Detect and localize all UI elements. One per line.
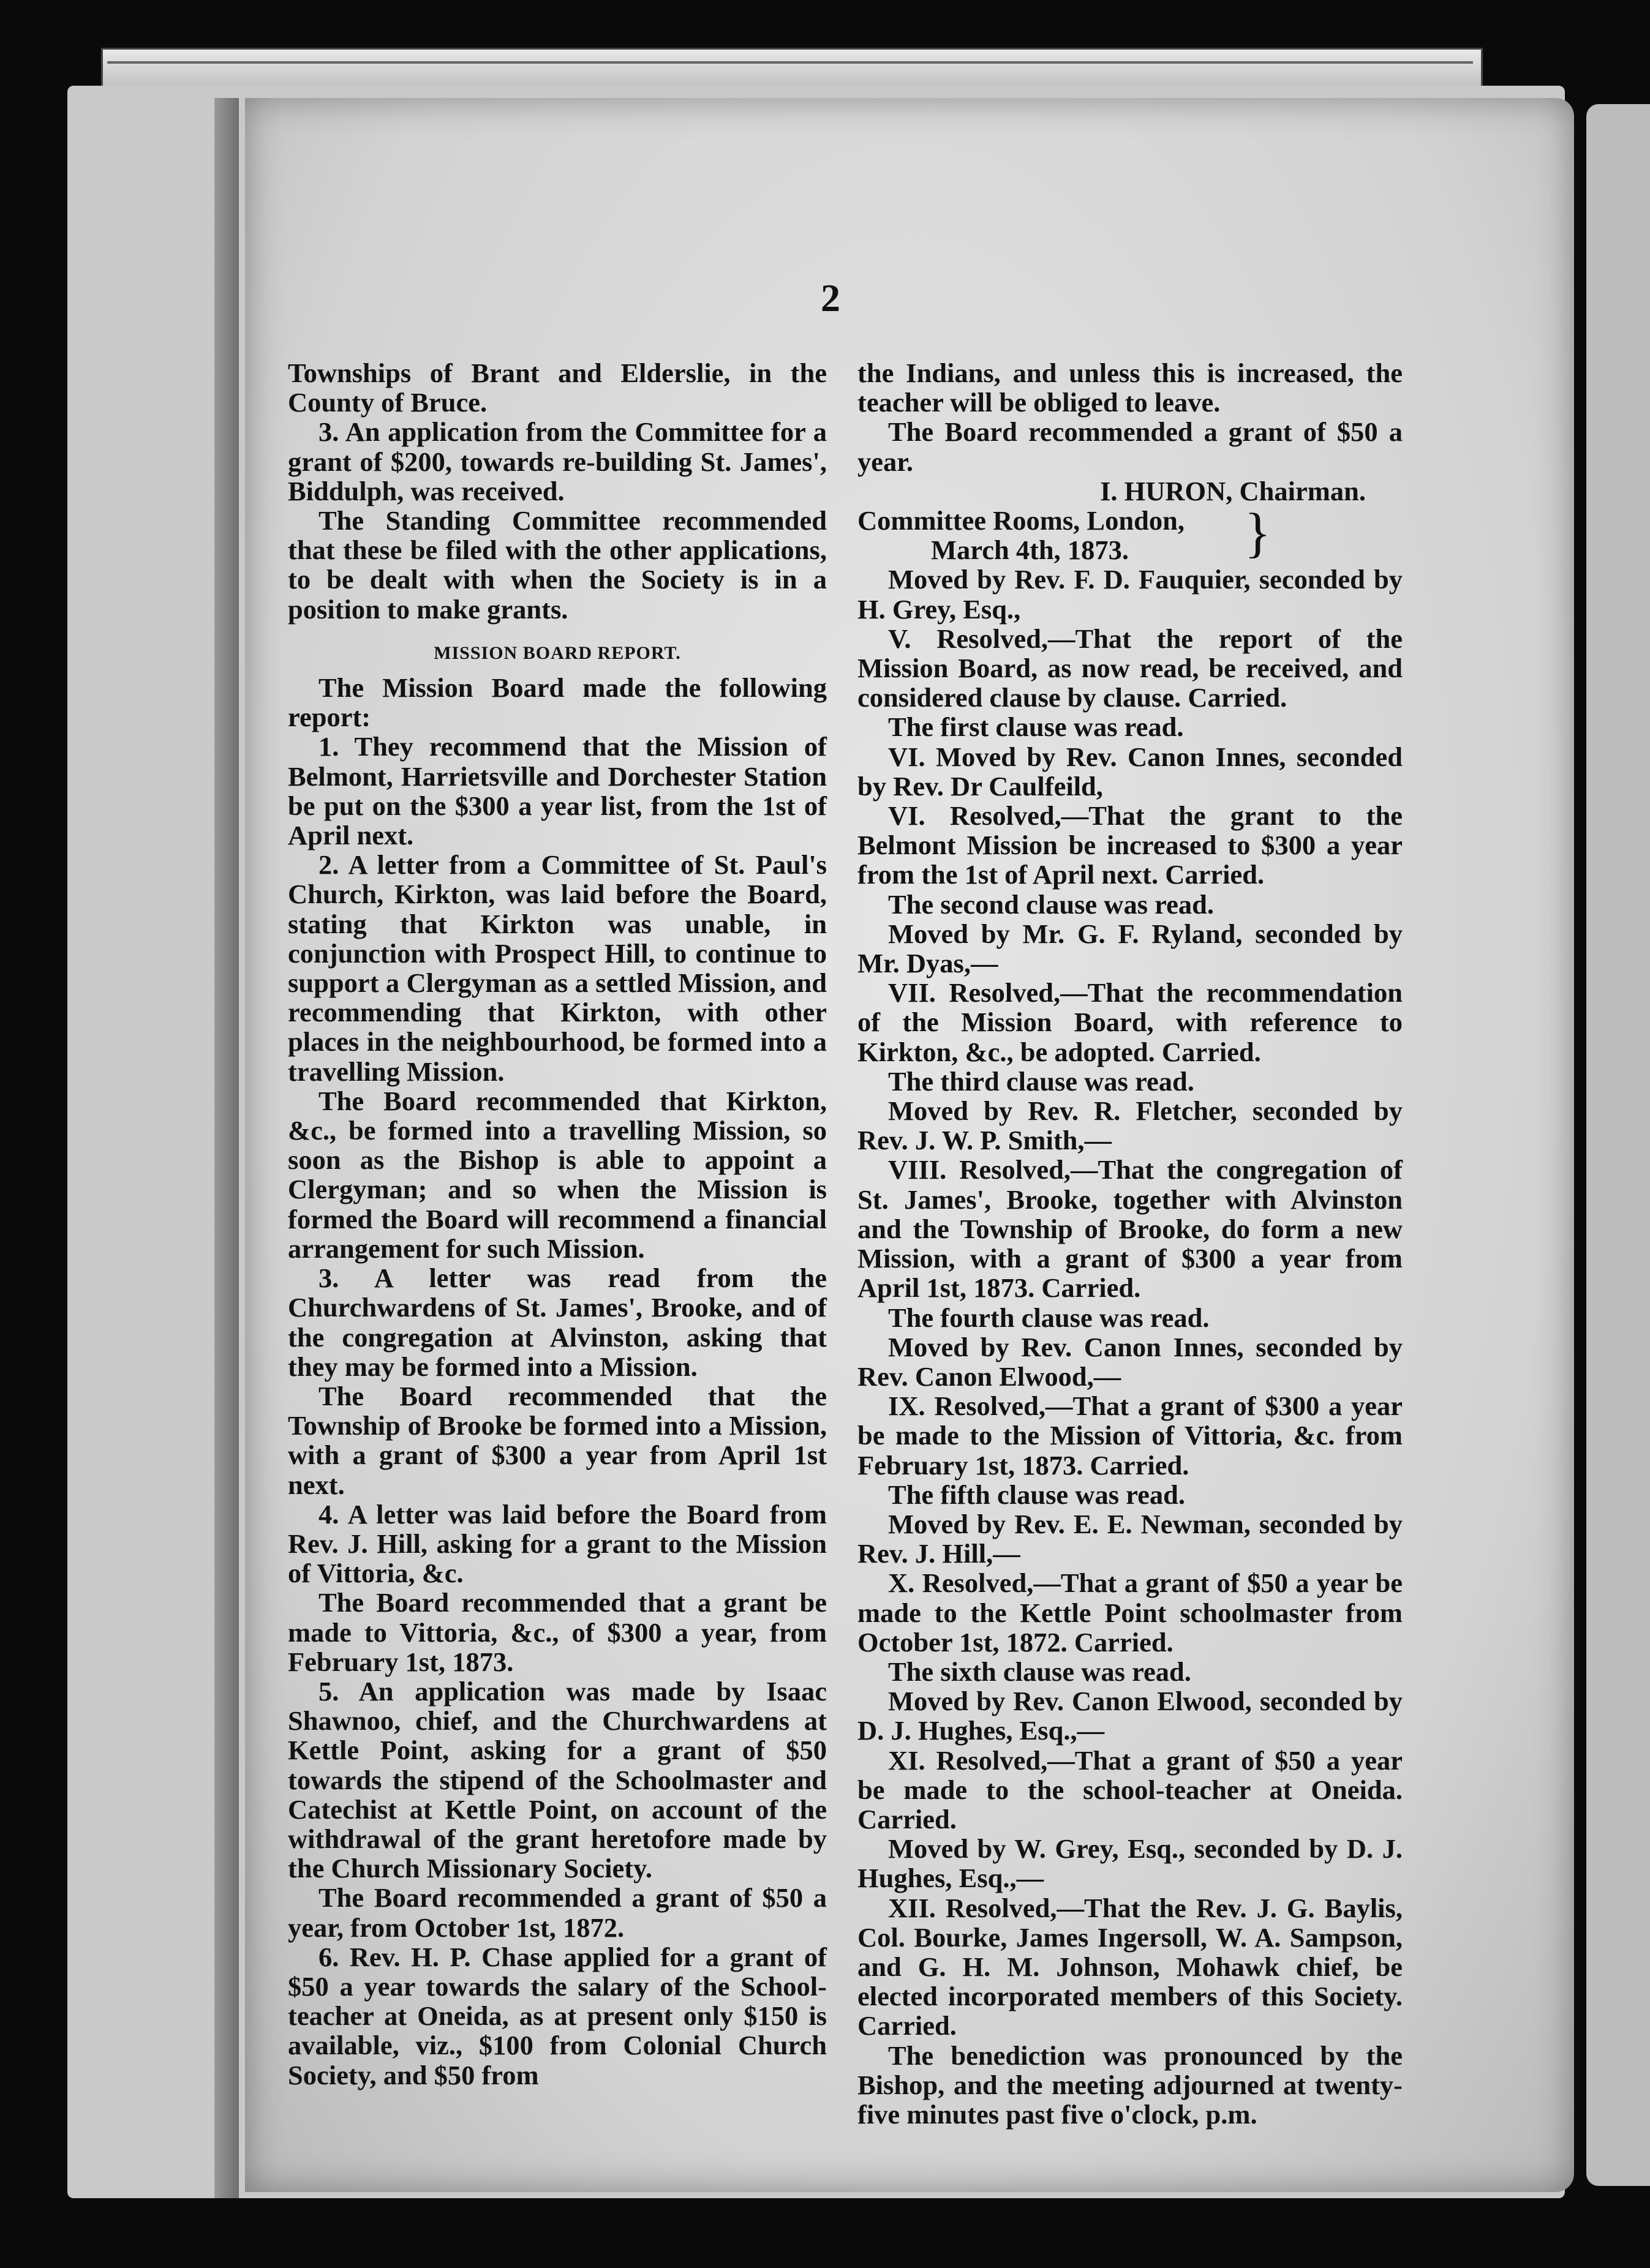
paragraph: The Mission Board made the following report:: [288, 672, 827, 733]
paragraph: Moved by Rev. Canon Innes, seconded by Rev. Canon Elwood,—: [857, 1331, 1403, 1392]
paragraph: The Board recommended that a grant be made to Vittoria, &c., of $300 a year, from February 1st, 1873.: [288, 1587, 827, 1677]
paragraph: The second clause was read.: [888, 888, 1214, 920]
paragraph: The Board recommended that Kirkton, &c., be formed into a travelling Mission, so soon as the Bishop is able to appoint a Clergyman; and so when the Mission is formed the Board will recommend a financial arrangement for such Mission.: [288, 1085, 827, 1264]
page-binding-edge: [214, 98, 239, 2198]
paragraph: Townships of Brant and Elderslie, in the County of Bruce.: [288, 358, 827, 418]
paragraph: X. Resolved,—That a grant of $50 a year be made to the Kettle Point schoolmaster from October 1st, 1872. Carried.: [857, 1568, 1403, 1658]
right-column-intro: [857, 358, 1403, 476]
paragraph: 1. They recommend that the Mission of Belmont, Harrietsville and Dorchester Station be put on the $300 a year list, from the 1st of April next.: [288, 731, 827, 851]
paragraph: 5. An application was made by Isaac Shawnoo, chief, and the Churchwardens at Kettle Point, asking for a grant of $50 towards the stipend of the Schoolmaster and Catechist at Kettle Point, on account of the withdrawal of the grant heretofore made by the Church Missionary Society.: [288, 1675, 827, 1884]
paragraph: The Standing Committee recommended that these be filed with the other applications, to be dealt with when the Society is in a position to make grants.: [288, 505, 827, 625]
committee-location: Committee Rooms, London,: [857, 505, 1185, 536]
paragraph: VIII. Resolved,—That the congregation of St. James', Brooke, together with Alvinston and the Township of Brooke, do form a new Mission, with a grant of $300 a year from April 1st, 1873. Carried.: [857, 1154, 1403, 1304]
right-column: [857, 358, 1403, 2129]
paragraph: Moved by Rev. R. Fletcher, seconded by Rev. J. W. P. Smith,—: [857, 1095, 1403, 1156]
paragraph: VII. Resolved,—That the recommendation of the Mission Board, with reference to Kirkton, &c., be adopted. Carried.: [857, 977, 1403, 1067]
next-page-edge: [1586, 104, 1650, 2186]
committee-date: March 4th, 1873.: [931, 535, 1129, 566]
paragraph: VI. Resolved,—That the grant to the Belmont Mission be increased to $300 a year from the 1st of April next. Carried.: [857, 800, 1403, 890]
left-column: [288, 358, 827, 2090]
paragraph: V. Resolved,—That the report of the Mission Board, as now read, be received, and considered clause by clause. Carried.: [857, 623, 1403, 713]
paragraph: The fourth clause was read.: [888, 1302, 1210, 1333]
paragraph: The Board recommended a grant of $50 a year.: [857, 416, 1403, 477]
paragraph: 3. A letter was read from the Churchwardens of St. James', Brooke, and of the congregation at Alvinston, asking that they may be formed into a Mission.: [288, 1263, 827, 1382]
paragraph: The first clause was read.: [888, 712, 1184, 743]
paragraph: XI. Resolved,—That a grant of $50 a year be made to the school-teacher at Oneida. Carried.: [857, 1744, 1403, 1834]
section-heading: MISSION BOARD REPORT.: [434, 642, 681, 663]
paragraph: The fifth clause was read.: [888, 1479, 1185, 1510]
right-column-body: [857, 565, 1403, 2129]
paragraph: The third clause was read.: [888, 1065, 1194, 1097]
paragraph: 6. Rev. H. P. Chase applied for a grant of $50 a year towards the salary of the School-teacher at Oneida, as at present only $150 is available, viz., $100 from Colonial Church Society, and $50 from: [288, 1941, 827, 2090]
committee-block: [857, 503, 1403, 566]
paragraph: Moved by W. Grey, Esq., seconded by D. J. Hughes, Esq.,—: [857, 1833, 1403, 1894]
paragraph: The Board recommended a grant of $50 a year, from October 1st, 1872.: [288, 1882, 827, 1943]
paragraph: VI. Moved by Rev. Canon Innes, seconded by Rev. Dr Caulfeild,: [857, 741, 1403, 802]
chairman-signature: I. HURON, Chairman.: [1100, 475, 1366, 506]
paragraph: Moved by Mr. G. F. Ryland, seconded by Mr. Dyas,—: [857, 918, 1403, 979]
page-number: 2: [821, 276, 840, 320]
paragraph: IX. Resolved,—That a grant of $300 a year be made to the Mission of Vittoria, &c. from February 1st, 1873. Carried.: [857, 1391, 1403, 1481]
paragraph: The Board recommended that the Township of Brooke be formed into a Mission, with a grant of $300 a year from April 1st next.: [288, 1380, 827, 1500]
paragraph: Moved by Rev. F. D. Fauquier, seconded by H. Grey, Esq.,: [857, 564, 1403, 625]
paragraph: 4. A letter was laid before the Board from Rev. J. Hill, asking for a grant to the Mission of Vittoria, &c.: [288, 1498, 827, 1589]
paragraph: The benediction was pronounced by the Bishop, and the meeting adjourned at twenty-five minutes past five o'clock, p.m.: [857, 2040, 1403, 2130]
paragraph: 2. A letter from a Committee of St. Paul's Church, Kirkton, was laid before the Board, stating that Kirkton was unable, in conjunction with Prospect Hill, to continue to support a Clergyman as a settled Mission, and recommending that Kirkton, with other places in the neighbourhood, be formed into a travelling Mission.: [288, 849, 827, 1087]
paragraph: Moved by Rev. E. E. Newman, seconded by Rev. J. Hill,—: [857, 1508, 1403, 1569]
paragraph: 3. An application from the Committee for a grant of $200, towards re-building St. James', Biddulph, was received.: [288, 416, 827, 506]
paragraph: the Indians, and unless this is increased, the teacher will be obliged to leave.: [857, 358, 1403, 418]
brace-glyph: }: [1244, 503, 1271, 564]
paragraph: Moved by Rev. Canon Elwood, seconded by D. J. Hughes, Esq.,—: [857, 1686, 1403, 1746]
paragraph: The sixth clause was read.: [888, 1656, 1191, 1687]
paragraph: XII. Resolved,—That the Rev. J. G. Baylis, Col. Bourke, James Ingersoll, W. A. Sampson, and G. H. M. Johnson, Mohawk chief, be elected incorporated members of this Society. Carried.: [857, 1892, 1403, 2041]
